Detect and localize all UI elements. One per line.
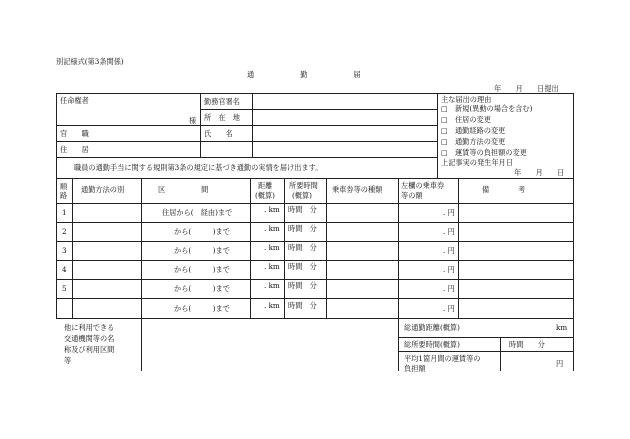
total-distance-unit: km xyxy=(556,323,568,332)
row-time: 時間 分 xyxy=(288,224,317,233)
residence-label: 住 居 xyxy=(60,145,89,154)
row-fare: . 円 xyxy=(443,208,455,217)
address-label: 所 在 地 xyxy=(204,113,240,122)
form-note: 別記様式(第3条関係) xyxy=(56,57,124,66)
row-number: 5 xyxy=(62,284,67,293)
row-time: 時間 分 xyxy=(288,262,317,271)
occurrence-label: 上記事実の発生年月日 xyxy=(441,158,513,167)
header-remarks: 備 考 xyxy=(482,185,526,194)
row-time: 時間 分 xyxy=(288,301,317,310)
row-fare: . 円 xyxy=(443,227,455,236)
header-ticket-amount: 左欄の乗車券 xyxy=(401,181,445,190)
office-name-label: 勤務官署名 xyxy=(204,97,240,106)
occurrence-date: 年 月 日 xyxy=(514,168,565,177)
appointer-label: 任命権者 xyxy=(60,96,89,105)
row-number: 4 xyxy=(62,265,67,274)
reasons-heading: 主な届出の理由 xyxy=(441,95,492,104)
reason-item: □ 新規(異動の場合を含む) xyxy=(441,104,533,113)
row-number: 3 xyxy=(62,246,67,255)
position-label: 官 職 xyxy=(60,129,89,138)
header-time: 所要時間 xyxy=(289,181,318,190)
other-transport-label: 交通機関等の名 xyxy=(64,334,115,343)
row-section: から( )まで xyxy=(174,284,230,293)
title-char: 通 xyxy=(247,70,255,79)
reason-item: □ 通勤方法の変更 xyxy=(441,137,506,146)
row-number: 1 xyxy=(62,208,67,217)
total-distance-label: 総通勤距離(概算) xyxy=(404,323,460,332)
row-fare: . 円 xyxy=(443,284,455,293)
header-order: 路 xyxy=(60,191,68,200)
row-fare: . 円 xyxy=(443,304,455,313)
header-distance: (概算) xyxy=(255,191,275,200)
header-time: (概算) xyxy=(292,191,312,200)
row-distance: . km xyxy=(264,224,280,233)
title-char: 勤 xyxy=(300,70,308,79)
reason-item: □ 運賃等の負担額の変更 xyxy=(441,148,527,157)
other-transport-label: 称及び利用区間 xyxy=(64,345,115,354)
other-transport-label: 等 xyxy=(64,356,72,365)
monthly-fare-label: 平均1箇月間の運賃等の xyxy=(404,354,481,363)
total-time-label: 総所要時間(概算) xyxy=(404,340,460,349)
row-distance: . km xyxy=(264,301,280,310)
row-section: から( )まで xyxy=(174,304,230,313)
header-ticket-type: 乗車券等の種類 xyxy=(332,185,383,194)
reason-item: □ 住居の変更 xyxy=(441,115,491,124)
row-section: 住居から( 経由)まで xyxy=(162,208,233,217)
declaration-text: 職員の通勤手当に関する規則第3条の規定に基づき通勤の実情を届け出ます。 xyxy=(74,163,323,172)
row-fare: . 円 xyxy=(443,246,455,255)
form-title xyxy=(247,71,361,78)
row-distance: . km xyxy=(264,281,280,290)
monthly-fare-unit: 円 xyxy=(556,359,564,368)
row-time: 時間 分 xyxy=(288,281,317,290)
row-time: 時間 分 xyxy=(288,205,317,214)
row-distance: . km xyxy=(264,205,280,214)
honorific-label: 様 xyxy=(189,116,197,125)
other-transport-label: 他に利用できる xyxy=(64,323,115,332)
row-time: 時間 分 xyxy=(288,243,317,252)
row-distance: . km xyxy=(264,262,280,271)
row-section: から( )まで xyxy=(174,246,230,255)
header-order: 順 xyxy=(60,182,68,191)
name-label: 氏 名 xyxy=(204,129,233,138)
monthly-fare-label: 負担額 xyxy=(404,364,426,373)
header-distance: 距離 xyxy=(258,181,273,190)
row-section: から( )まで xyxy=(174,265,230,274)
reason-item: □ 通勤経路の変更 xyxy=(441,126,506,135)
row-number: 2 xyxy=(62,227,67,236)
header-method: 通勤方法の別 xyxy=(81,185,125,194)
row-section: から( )まで xyxy=(174,227,230,236)
header-section: 区 間 xyxy=(158,185,209,194)
row-distance: . km xyxy=(264,243,280,252)
title-char: 届 xyxy=(353,70,361,79)
header-ticket-amount: 等の額 xyxy=(401,191,423,200)
submission-date: 年 月 日提出 xyxy=(494,84,559,93)
row-fare: . 円 xyxy=(443,265,455,274)
total-time-units: 時間 分 xyxy=(509,340,545,349)
